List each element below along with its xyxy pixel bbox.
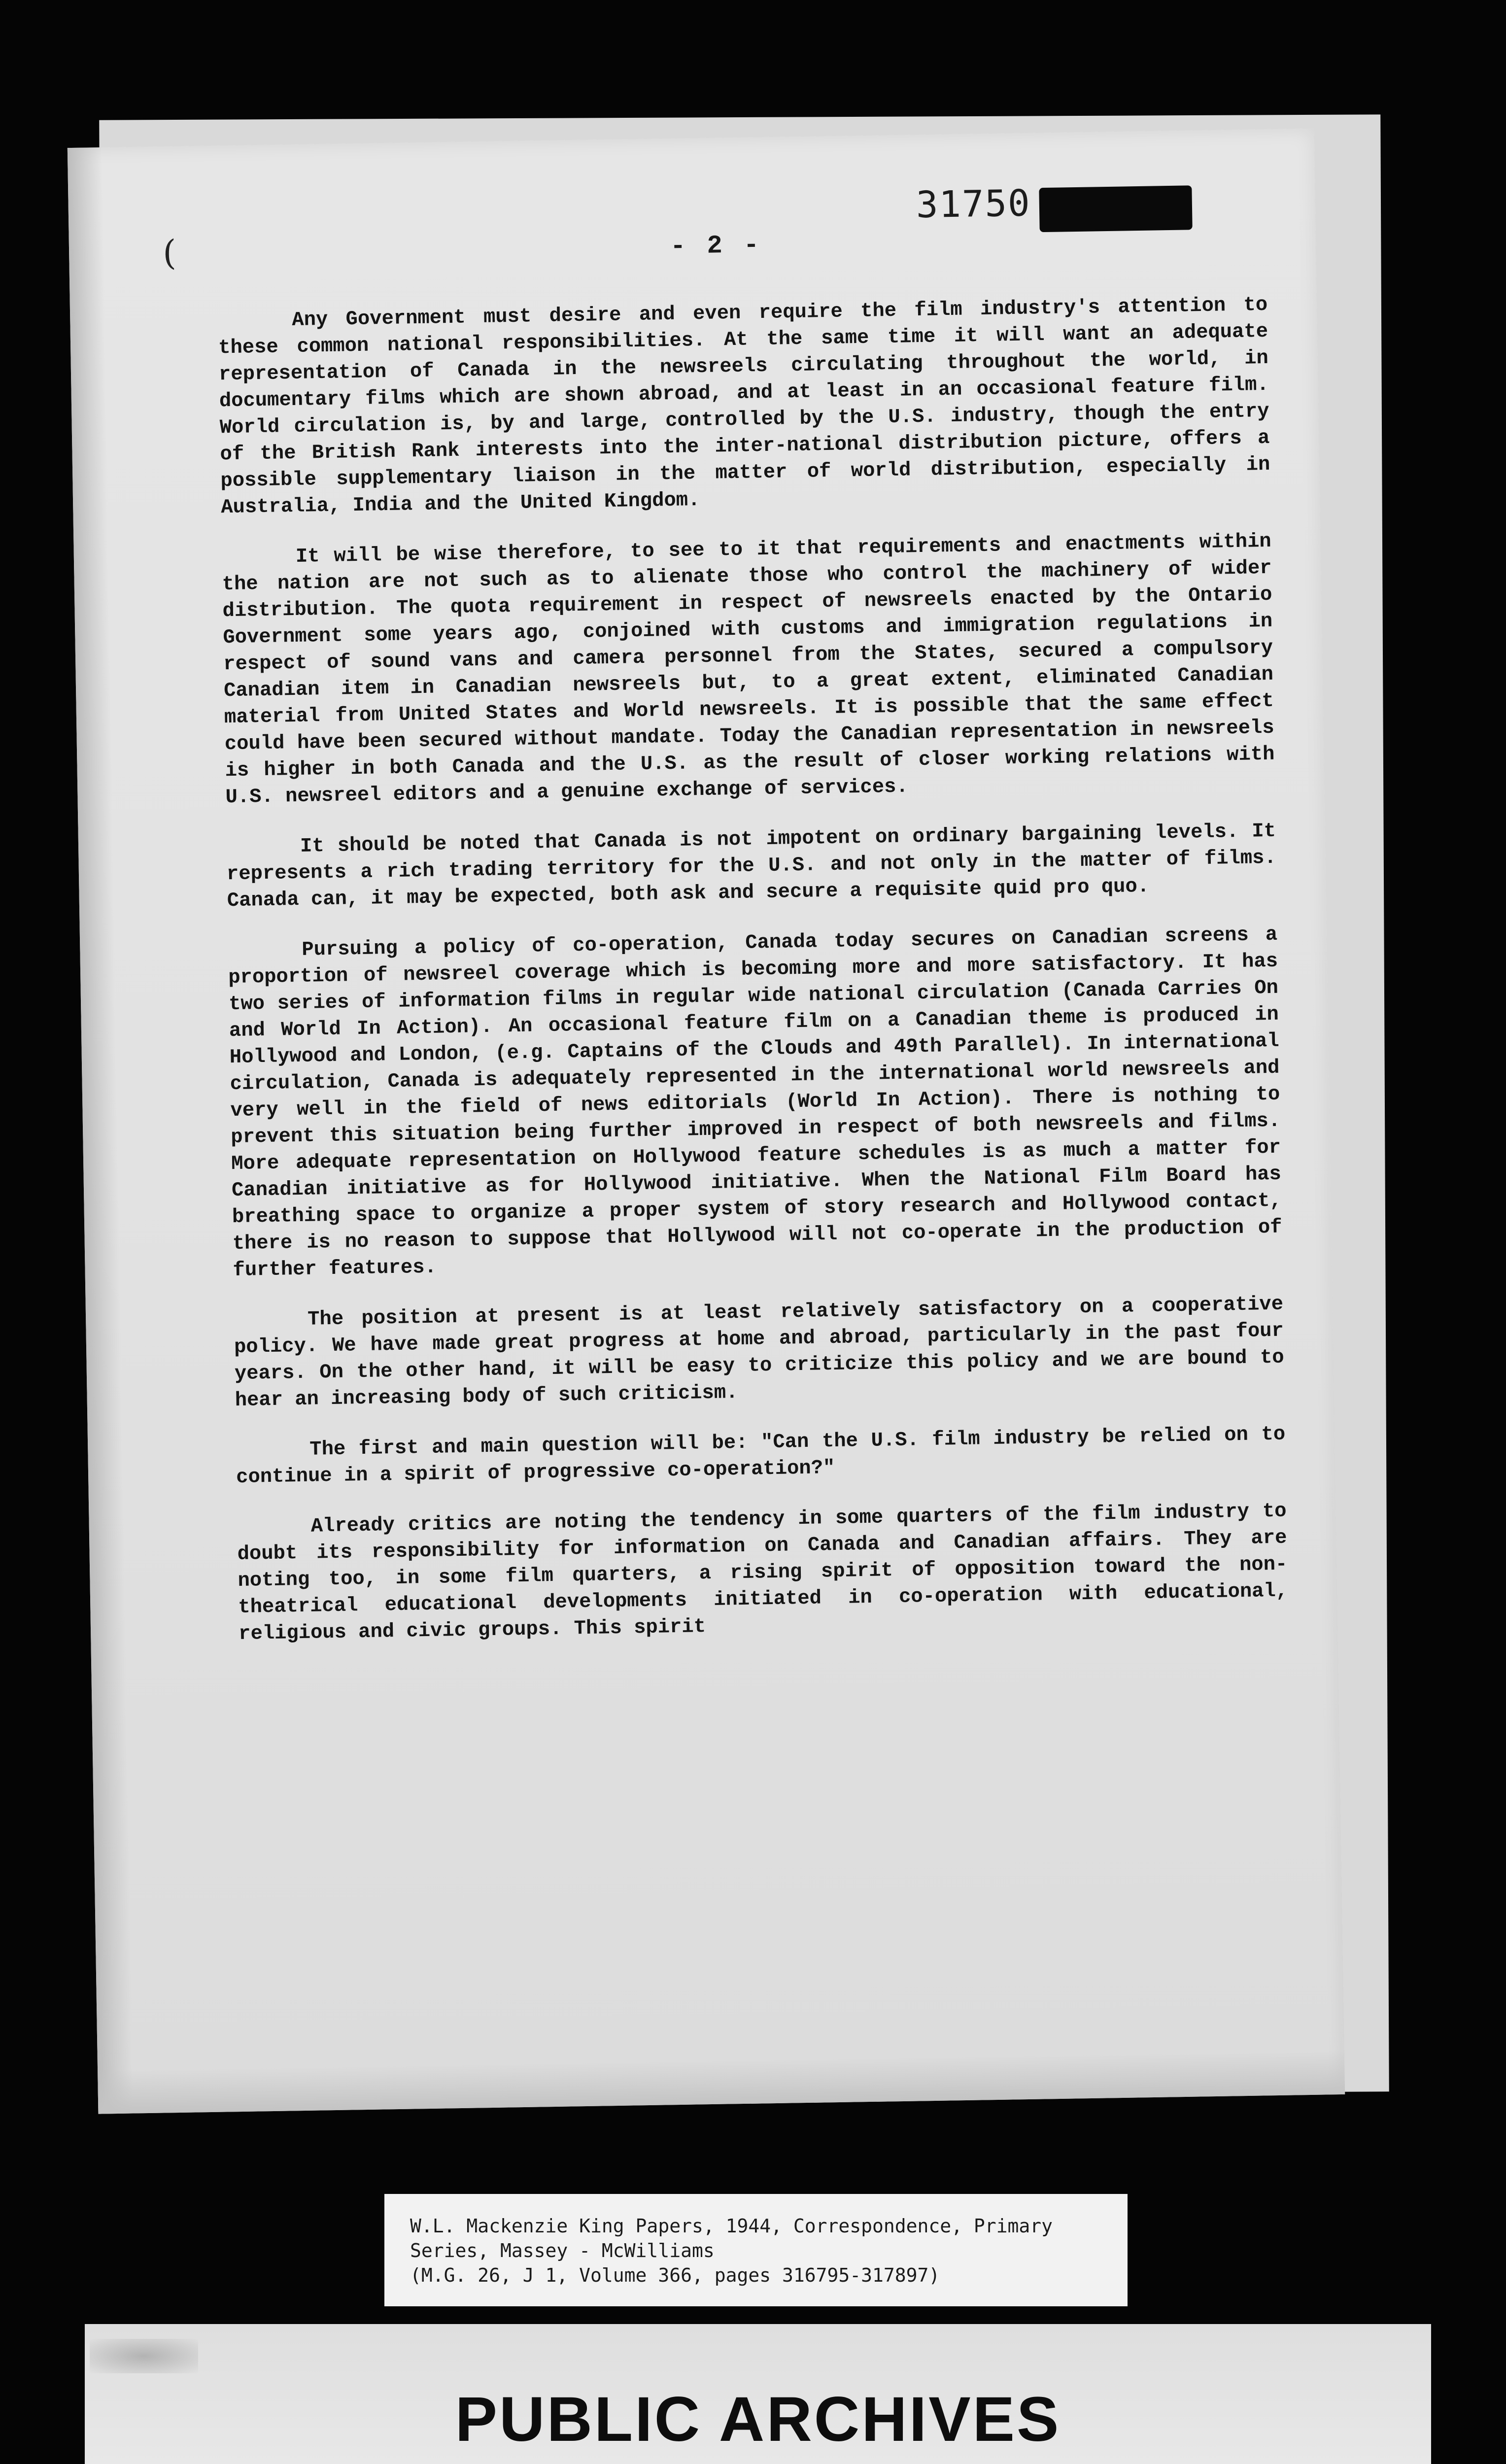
document-id-stamp: 31750	[916, 182, 1031, 227]
paragraph: Pursuing a policy of co-operation, Canada today secures on Canadian screens a proportion of newsreel coverage which is becoming more and more satisfactory. It has two series of information films in regular wide national circulation (Canada Carries On and World In Action). An occasional feature film on a Canadian theme is produced in Hollywood and London, (e.g. Captains of the Clouds and 49th Parallel). In international circulation, Canada is adequately represented in the international world newsreels and very well in the field of news editorials (World In Action). There is nothing to prevent this situation being further improved in respect of both newsreels and films. More adequate representation on Hollywood feature schedules is as much a matter for Canadian initiative as for Hollywood initiative. When the National Film Board has breathing space to organize a proper system of story research and Hollywood contact, there is no reason to suppose that Hollywood will not co-operate in the production of further features.	[228, 923, 1282, 1282]
page-bottom-shadow	[98, 2050, 1345, 2114]
margin-mark: (	[162, 232, 177, 274]
document-body	[218, 292, 1289, 1671]
citation-line: Series, Massey - McWilliams	[410, 2240, 715, 2261]
paragraph: Any Government must desire and even require the film industry's attention to these common national responsibilities. At the same time it will want an adequate representation of Canada in the newsreels circulating throughout the world, in documentary films which are shown abroad, and at least in an occasional feature film. World circulation is, by and large, controlled by the U.S. industry, though the entry of the British Rank interests into the inter-national distribution picture, offers a possible supplementary liaison in the matter of world distribution, especially in Australia, India and the United Kingdom.	[218, 293, 1270, 519]
paragraph: The position at present is at least relatively satisfactory on a cooperative policy. We have made great progress at home and abroad, particularly in the past four years. On the other hand, it will be easy to criticize this policy and we are bound to hear an increasing body of such criticism.	[234, 1293, 1285, 1412]
redaction-block	[1039, 185, 1192, 232]
document-page	[68, 128, 1345, 2114]
citation-label	[384, 2194, 1128, 2306]
banner-smudge	[90, 2339, 198, 2373]
page-edge-shadow	[68, 147, 133, 2114]
citation-line: W.L. Mackenzie King Papers, 1944, Correspondence, Primary	[410, 2215, 1053, 2237]
archive-banner	[85, 2324, 1431, 2464]
paragraph: It should be noted that Canada is not impotent on ordinary bargaining levels. It represents a rich trading territory for the U.S. and not only in the matter of films. Canada can, it may be expected, both ask and secure a requisite quid pro quo.	[226, 820, 1277, 913]
page-number: - 2 -	[670, 231, 762, 261]
paragraph: Already critics are noting the tendency in some quarters of the film industry to doubt its responsibility for information on Canada and Canadian affairs. They are noting too, in some film quarters, a rising spirit of opposition toward the non-theatrical educational developments initiated in co-operation with educational, religious and civic groups. This spirit	[237, 1500, 1288, 1646]
paragraph: It will be wise therefore, to see to it that requirements and enactments within the nation are not such as to alienate those who control the machinery of wider distribution. The quota requirement in respect of newsreels enacted by the Ontario Government some years ago, conjoined with customs and immigration regulations in respect of sound vans and camera personnel from the States, secured a compulsory Canadian item in Canadian newsreels but, to a great extent, eliminated Canadian material from United States and World newsreels. It is possible that the same effect could have been secured without mandate. Today the Canadian representation in newsreels is higher in both Canada and the U.S. as the result of closer working relations with U.S. newsreel editors and a genuine exchange of services.	[222, 530, 1275, 809]
archive-title-en: PUBLIC ARCHIVES	[455, 2384, 1061, 2455]
citation-line: (M.G. 26, J 1, Volume 366, pages 316795-317897)	[410, 2264, 940, 2286]
paragraph: The first and main question will be: "Can the U.S. film industry be relied on to continue in a spirit of progressive co-operation?"	[236, 1423, 1286, 1489]
